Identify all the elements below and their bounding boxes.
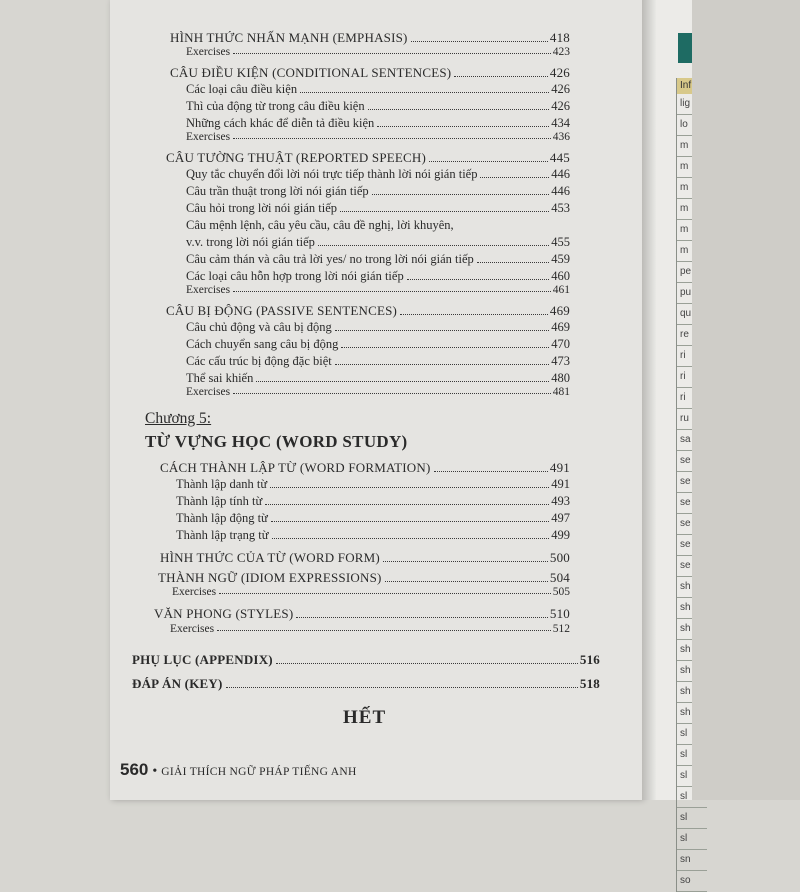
toc-entry-page: 461 bbox=[552, 284, 570, 296]
toc-entry-page: 469 bbox=[551, 320, 570, 334]
toc-entry-label: Những cách khác để diễn tả điều kiện bbox=[186, 116, 375, 130]
toc-entry-page: 505 bbox=[552, 586, 570, 598]
right-table-cell: sl bbox=[677, 724, 707, 745]
toc-entry-page: 510 bbox=[549, 606, 570, 621]
toc-leader-dots bbox=[385, 581, 548, 582]
toc-entry-label: Các cấu trúc bị động đặc biệt bbox=[186, 354, 332, 368]
toc-entry bbox=[186, 252, 570, 267]
right-table-cell: se bbox=[677, 472, 707, 493]
right-table-cell: m bbox=[677, 241, 707, 262]
toc-entry-label: Thể sai khiến bbox=[186, 371, 254, 385]
footer-bullet: • bbox=[152, 764, 158, 779]
toc-entry bbox=[186, 116, 570, 131]
toc-entry bbox=[170, 30, 570, 46]
toc-leader-dots bbox=[429, 161, 548, 162]
right-table-cell: sl bbox=[677, 766, 707, 787]
toc-entry-page: 481 bbox=[552, 386, 570, 398]
toc-entry bbox=[176, 477, 570, 492]
right-table-cell: se bbox=[677, 535, 707, 556]
toc-entry bbox=[166, 303, 570, 319]
toc-entry-page: 446 bbox=[551, 167, 570, 181]
toc-leader-dots bbox=[217, 630, 551, 631]
right-table-cell: m bbox=[677, 136, 707, 157]
toc-leader-dots bbox=[335, 364, 549, 365]
right-table-cell: re bbox=[677, 325, 707, 346]
toc-entry-page: 434 bbox=[551, 116, 570, 130]
toc-entry-label: Exercises bbox=[186, 131, 231, 143]
toc-leader-dots bbox=[477, 262, 549, 263]
right-table-cell: sh bbox=[677, 598, 707, 619]
right-table-cell: qu bbox=[677, 304, 707, 325]
toc-entry-label: CÁCH THÀNH LẬP TỪ (WORD FORMATION) bbox=[160, 460, 431, 475]
chapter-title: TỪ VỰNG HỌC (WORD STUDY) bbox=[145, 432, 408, 451]
toc-entry bbox=[158, 570, 570, 586]
toc-entry-page: 470 bbox=[551, 337, 570, 351]
toc-entry bbox=[186, 269, 570, 284]
toc-entry-label: Câu chủ động và câu bị động bbox=[186, 320, 332, 334]
right-table-header: Inf bbox=[677, 78, 707, 94]
right-table-cell: sh bbox=[677, 682, 707, 703]
toc-entry-label: THÀNH NGỮ (IDIOM EXPRESSIONS) bbox=[158, 570, 382, 585]
toc-entry-label: Câu hỏi trong lời nói gián tiếp bbox=[186, 201, 338, 215]
end-title: HẾT bbox=[343, 707, 387, 728]
toc-entry-label: Cách chuyển sang câu bị động bbox=[186, 337, 339, 351]
toc-entry bbox=[154, 606, 570, 622]
toc-entry-page: 516 bbox=[579, 652, 600, 667]
toc-entry-label: Câu mệnh lệnh, câu yêu cầu, câu đề nghị, lời khuyên, bbox=[186, 218, 454, 232]
page-footer bbox=[120, 760, 357, 780]
toc-leader-dots bbox=[233, 291, 551, 292]
toc-leader-dots bbox=[372, 194, 550, 195]
toc-entry-page: 455 bbox=[551, 235, 570, 249]
right-table-cell: ri bbox=[677, 346, 707, 367]
toc-entry-page: 423 bbox=[552, 46, 570, 58]
toc-entry-label: Thành lập danh từ bbox=[176, 477, 268, 491]
toc-entry-label: PHỤ LỤC (APPENDIX) bbox=[132, 652, 273, 667]
toc-entry-label: HÌNH THỨC NHẤN MẠNH (EMPHASIS) bbox=[170, 30, 408, 45]
toc-leader-dots bbox=[300, 92, 549, 93]
toc-entry bbox=[132, 652, 600, 668]
right-table-cell: se bbox=[677, 451, 707, 472]
right-table-cell: m bbox=[677, 178, 707, 199]
toc-leader-dots bbox=[233, 138, 551, 139]
toc-entry-page: 446 bbox=[551, 184, 570, 198]
toc-entry-label: CÂU TƯỜNG THUẬT (REPORTED SPEECH) bbox=[166, 150, 427, 165]
right-table-cell: sa bbox=[677, 430, 707, 451]
toc-entry bbox=[186, 218, 570, 233]
toc-entry bbox=[186, 284, 570, 296]
toc-entry-label: Exercises bbox=[170, 623, 215, 635]
right-table-cell: m bbox=[677, 220, 707, 241]
toc-leader-dots bbox=[340, 211, 549, 212]
toc-leader-dots bbox=[276, 663, 578, 664]
toc-entry-page: 512 bbox=[552, 623, 570, 635]
toc-entry-label: v.v. trong lời nói gián tiếp bbox=[186, 235, 315, 249]
toc-entry-label: Các loại câu điều kiện bbox=[186, 82, 298, 96]
right-table-cell: ri bbox=[677, 388, 707, 409]
toc-entry-label: Thành lập tính từ bbox=[176, 494, 263, 508]
toc-leader-dots bbox=[434, 471, 548, 472]
toc-leader-dots bbox=[270, 487, 549, 488]
right-table-cell: sh bbox=[677, 640, 707, 661]
toc-leader-dots bbox=[377, 126, 549, 127]
toc-entry-page: 418 bbox=[549, 30, 570, 45]
toc-entry-page: 518 bbox=[579, 676, 600, 691]
toc-entry bbox=[186, 201, 570, 216]
toc-entry-page: 426 bbox=[551, 82, 570, 96]
right-table-cell: sh bbox=[677, 619, 707, 640]
page-number: 560 bbox=[120, 760, 149, 779]
toc-entry-page: 473 bbox=[551, 354, 570, 368]
toc-entry bbox=[186, 46, 570, 58]
toc-entry bbox=[186, 320, 570, 335]
toc-entry bbox=[186, 354, 570, 369]
toc-leader-dots bbox=[335, 330, 549, 331]
toc-entry bbox=[186, 386, 570, 398]
toc-entry-label: Exercises bbox=[172, 586, 217, 598]
toc-entry bbox=[186, 99, 570, 114]
toc-entry bbox=[160, 460, 570, 476]
right-table-cell: se bbox=[677, 493, 707, 514]
right-table-cell: m bbox=[677, 199, 707, 220]
toc-leader-dots bbox=[383, 561, 548, 562]
book-title: GIẢI THÍCH NGỮ PHÁP TIẾNG ANH bbox=[161, 766, 357, 778]
toc-leader-dots bbox=[296, 617, 548, 618]
right-table-cell: sl bbox=[677, 829, 707, 850]
right-table-cell: pe bbox=[677, 262, 707, 283]
toc-entry-label: CÂU ĐIỀU KIỆN (CONDITIONAL SENTENCES) bbox=[170, 65, 452, 80]
toc-entry bbox=[176, 494, 570, 509]
toc-entry-page: 453 bbox=[551, 201, 570, 215]
toc-entry-page: 426 bbox=[549, 65, 570, 80]
toc-entry bbox=[186, 82, 570, 97]
toc-entry-page: 426 bbox=[551, 99, 570, 113]
right-table-cell: lo bbox=[677, 115, 707, 136]
toc-entry-label: Các loại câu hỗn hợp trong lời nói gián tiếp bbox=[186, 269, 404, 283]
toc-entry-label: Thì của động từ trong câu điều kiện bbox=[186, 99, 365, 113]
toc-entry-label: Thành lập trạng từ bbox=[176, 528, 269, 542]
toc-leader-dots bbox=[411, 41, 548, 42]
toc-entry bbox=[132, 676, 600, 692]
toc-leader-dots bbox=[480, 177, 549, 178]
right-table-cell: sl bbox=[677, 787, 707, 808]
toc-entry-label: VĂN PHONG (STYLES) bbox=[154, 606, 294, 621]
right-table-cell: sl bbox=[677, 808, 707, 829]
toc-entry bbox=[160, 550, 570, 566]
toc-leader-dots bbox=[233, 53, 551, 54]
toc-entry-label: Exercises bbox=[186, 46, 231, 58]
right-table-cell: sn bbox=[677, 850, 707, 871]
toc-entry-page: 504 bbox=[549, 570, 570, 585]
toc-entry bbox=[170, 623, 570, 635]
right-table-cell: sh bbox=[677, 661, 707, 682]
toc-entry-page: 459 bbox=[551, 252, 570, 266]
right-table-cell: so bbox=[677, 871, 707, 892]
toc-entry-page: 469 bbox=[549, 303, 570, 318]
right-table-cell: se bbox=[677, 556, 707, 577]
toc-entry-page: 500 bbox=[549, 550, 570, 565]
toc-leader-dots bbox=[368, 109, 550, 110]
toc-entry-page: 480 bbox=[551, 371, 570, 385]
toc-entry-label: Exercises bbox=[186, 386, 231, 398]
toc-leader-dots bbox=[318, 245, 549, 246]
toc-entry-page: 436 bbox=[552, 131, 570, 143]
toc-entry-label: Câu trần thuật trong lời nói gián tiếp bbox=[186, 184, 369, 198]
toc-entry-label: Exercises bbox=[186, 284, 231, 296]
toc-entry bbox=[176, 528, 570, 543]
toc-entry-page: 445 bbox=[549, 150, 570, 165]
toc-entry bbox=[186, 131, 570, 143]
toc-leader-dots bbox=[233, 393, 551, 394]
toc-entry bbox=[186, 167, 570, 182]
right-table-cell: sl bbox=[677, 745, 707, 766]
toc-leader-dots bbox=[454, 76, 548, 77]
toc-entry bbox=[172, 586, 570, 598]
right-table-cell: pu bbox=[677, 283, 707, 304]
toc-entry-label: HÌNH THỨC CỦA TỪ (WORD FORM) bbox=[160, 550, 380, 565]
toc-entry-page: 497 bbox=[551, 511, 570, 525]
toc-leader-dots bbox=[271, 521, 549, 522]
toc-entry-label: ĐÁP ÁN (KEY) bbox=[132, 676, 223, 691]
toc-leader-dots bbox=[272, 538, 550, 539]
toc-leader-dots bbox=[256, 381, 549, 382]
toc-entry-page: 460 bbox=[551, 269, 570, 283]
toc-leader-dots bbox=[226, 687, 578, 688]
toc-entry bbox=[176, 511, 570, 526]
toc-entry-label: Câu cảm thán và câu trả lời yes/ no trong lời nói gián tiếp bbox=[186, 252, 474, 266]
right-table-cell: se bbox=[677, 514, 707, 535]
toc-leader-dots bbox=[341, 347, 549, 348]
toc-entry-label: Quy tắc chuyển đổi lời nói trực tiếp thành lời nói gián tiếp bbox=[186, 167, 478, 181]
toc-entry bbox=[186, 235, 570, 250]
right-table-cell: sh bbox=[677, 577, 707, 598]
toc-leader-dots bbox=[219, 593, 551, 594]
toc-entry bbox=[186, 184, 570, 199]
toc-leader-dots bbox=[400, 314, 548, 315]
toc-leader-dots bbox=[407, 279, 550, 280]
toc-entry-label: Thành lập động từ bbox=[176, 511, 268, 525]
toc-entry-label: CÂU BỊ ĐỘNG (PASSIVE SENTENCES) bbox=[166, 303, 398, 318]
right-table-cell: ru bbox=[677, 409, 707, 430]
toc-entry-page: 491 bbox=[549, 460, 570, 475]
toc-entry bbox=[166, 150, 570, 166]
toc-entry-page: 493 bbox=[551, 494, 570, 508]
toc-entry bbox=[186, 337, 570, 352]
toc-entry-page: 499 bbox=[551, 528, 570, 542]
right-table-cell: sh bbox=[677, 703, 707, 724]
right-table-cell: lig bbox=[677, 94, 707, 115]
toc-entry-page: 491 bbox=[551, 477, 570, 491]
right-table-cell: m bbox=[677, 157, 707, 178]
toc-entry bbox=[186, 371, 570, 386]
toc-entry bbox=[170, 65, 570, 81]
right-table-cell: ri bbox=[677, 367, 707, 388]
toc-leader-dots bbox=[265, 504, 549, 505]
chapter-heading: Chương 5: bbox=[145, 410, 212, 427]
